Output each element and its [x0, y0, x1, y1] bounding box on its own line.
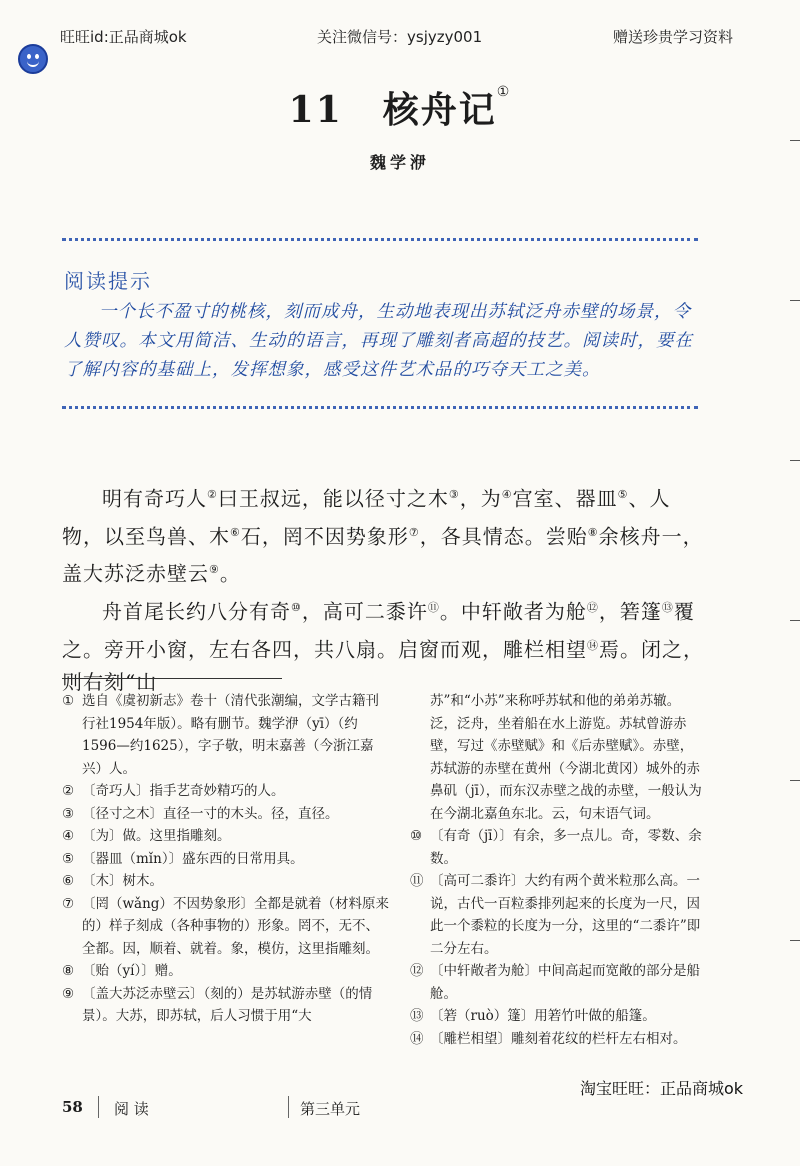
footnote-text: 〔奇巧人〕指手艺奇妙精巧的人。	[82, 783, 285, 799]
footnote-text: 〔器皿（mǐn）〕盛东西的日常用具。	[82, 850, 304, 867]
text-segment: 石，罔不因势象形	[240, 524, 409, 549]
footnote-number: ⑧	[62, 963, 75, 979]
header-right-text: 赠送珍贵学习资料	[613, 28, 734, 46]
footnote-text: 〔贻（yí）〕赠。	[82, 963, 182, 979]
text-segment: ，高可二黍许	[301, 599, 428, 624]
footnote-number: ⑥	[62, 873, 75, 889]
main-text	[62, 478, 704, 699]
text-segment: ，各具情态。尝贻	[419, 524, 588, 549]
text-segment: 覆之。旁开小窗，左右各四，共八扇。启窗而观，雕栏相望	[62, 599, 695, 662]
footnote-number: ⑪	[410, 873, 424, 889]
footnote-text: 〔木〕树木。	[82, 873, 163, 889]
page-edge-mark	[790, 140, 800, 141]
text-segment: 明有奇巧人	[102, 486, 207, 511]
footnote-rule	[62, 678, 282, 679]
footnote-marker: ⑤	[617, 488, 629, 501]
text-segment: ，为	[459, 486, 502, 511]
footer-section: 阅 读	[114, 1100, 149, 1118]
footnote-number: ⑤	[62, 850, 75, 867]
footnote-number: ②	[62, 783, 75, 799]
footnote-marker: ⑨	[209, 563, 220, 577]
footnote-number: ④	[62, 828, 75, 844]
footnote-marker: ⑬	[661, 600, 674, 614]
footnote-text: 选自《虞初新志》卷十（清代张潮编，文学古籍刊行社1954年版）。略有删节。魏学洢（yī）（约1596—约1625），字子敬，明末嘉善（今浙江嘉兴）人。	[82, 693, 379, 777]
footnote-marker: ②	[207, 488, 218, 501]
paragraph-2	[62, 591, 704, 699]
reading-tip-heading: 阅读提示	[64, 269, 152, 293]
lesson-title-text: 核舟记	[382, 89, 497, 131]
footnote	[410, 960, 702, 1005]
footnote-text: 〔罔（wǎng）不因势象形〕全都是就着（材料原来的）样子刻成（各种事物的）形象。罔不，无不、全都。因，顺着、就着。象，模仿，这里指雕刻。	[82, 895, 389, 957]
footer-divider	[98, 1096, 99, 1118]
footnote-number: ⑨	[62, 985, 75, 1002]
text-segment: 余核舟一，盖大苏泛赤壁云	[62, 524, 704, 586]
footnote	[62, 870, 392, 893]
footer-divider	[288, 1096, 289, 1118]
footnote-continuation: 苏”和“小苏”来称呼苏轼和他的弟弟苏辙。泛，泛舟，坐着船在水上游览。苏轼曾游赤壁，写过《赤壁赋》和《后赤壁赋》。赤壁，苏轼游的赤壁在黄州（今湖北黄冈）城外的赤鼻矶（jī），而东汉赤壁之战的赤壁，一般认为在今湖北嘉鱼东北。云，句末语气词。	[430, 693, 702, 822]
footnote	[62, 690, 392, 780]
page-edge-mark	[790, 460, 800, 461]
lesson-title	[0, 82, 800, 133]
footnote	[62, 803, 392, 826]
text-segment: 。中轩敞者为舱	[439, 599, 587, 624]
footnote-marker: ⑦	[408, 525, 420, 539]
footnote-text: 〔为〕做。这里指雕刻。	[82, 828, 231, 844]
footnote	[410, 1028, 702, 1051]
text-segment: 焉。闭之，则右刻“山	[62, 637, 704, 695]
footnote	[62, 893, 392, 961]
lesson-number: 11	[288, 89, 343, 131]
footnote-marker: ④	[501, 488, 513, 501]
smiley-icon	[18, 44, 48, 74]
footnote	[410, 1005, 702, 1028]
paragraph-1	[62, 478, 704, 591]
footnote-number: ③	[62, 805, 75, 822]
footnote-text: 〔高可二黍许〕大约有两个黄米粒那么高。一说，古代一百粒黍排列起来的长度为一尺，因此一个黍粒的长度为一分，这里的“二黍许”即二分左右。	[430, 873, 701, 957]
footnote-marker: ⑫	[586, 600, 599, 614]
footnote-marker: ③	[448, 488, 460, 501]
header-center-text: 关注微信号：ysjyzy001	[317, 28, 483, 46]
footnote-text: 〔箬（ruò）篷〕用箬竹叶做的船篷。	[430, 1008, 656, 1024]
footnote-text: 〔雕栏相望〕雕刻着花纹的栏杆左右相对。	[430, 1030, 687, 1047]
text-segment: 、人物，以至鸟兽、木	[62, 486, 671, 549]
footnote-text: 〔径寸之木〕直径一寸的木头。径，直径。	[82, 805, 339, 822]
footnote-marker: ⑩	[291, 600, 302, 614]
text-segment: 曰王叔远，能以径寸之木	[217, 486, 449, 511]
reading-tip-body: 一个长不盈寸的桃核，刻而成舟，生动地表现出苏轼泛舟赤壁的场景，令人赞叹。本文用简洁、生动的语言，再现了雕刻者高超的技艺。阅读时，要在了解内容的基础上，发挥想象，感受这件艺术品的巧夺天工之美。	[64, 302, 693, 380]
header-left-text: 旺旺id:正品商城ok	[60, 28, 187, 46]
footnote-number: ①	[62, 693, 75, 709]
text-segment: 舟首尾长约八分有奇	[102, 599, 291, 624]
text-segment: 宫室、器皿	[512, 486, 618, 511]
footnote	[62, 983, 392, 1028]
footnotes-left-column	[62, 690, 392, 1028]
footnote	[62, 848, 392, 871]
footnote-marker: ⑭	[587, 638, 599, 652]
footnote-number: ⑬	[410, 1008, 424, 1024]
footnote	[410, 825, 702, 870]
footnote-number: ⑭	[410, 1030, 424, 1047]
text-segment: 。	[219, 561, 241, 586]
footnote-marker: ⑥	[230, 525, 241, 539]
footnote-marker: ⑪	[427, 600, 440, 614]
footnote	[410, 870, 702, 960]
dotted-divider-bottom	[62, 406, 698, 409]
footnotes-right-column	[410, 690, 702, 1050]
footnote-number: ⑩	[410, 828, 423, 844]
footnote-marker: ⑧	[587, 525, 599, 539]
footer-unit: 第三单元	[300, 1100, 361, 1118]
text-segment: ，箬篷	[598, 599, 662, 624]
page-edge-mark	[790, 780, 800, 781]
watermark-footer: 淘宝旺旺：正品商城ok	[580, 1079, 744, 1098]
page-edge-mark	[790, 300, 800, 301]
footnote	[62, 825, 392, 848]
page-edge-mark	[790, 940, 800, 941]
footnote-text: 〔中轩敞者为舱〕中间高起而宽敞的部分是船舱。	[430, 963, 700, 1002]
page-number: 58	[62, 1098, 83, 1116]
footnote	[62, 960, 392, 983]
author: 魏学洢	[369, 153, 430, 172]
footnote-number: ⑫	[410, 963, 424, 979]
page-edge-mark	[790, 620, 800, 621]
footnote-text: 〔有奇（jī）〕有余，多一点儿。奇，零数、余数。	[430, 828, 702, 867]
footnote	[62, 780, 392, 803]
dotted-divider-top	[62, 238, 698, 241]
footnote-text: 〔盖大苏泛赤壁云〕（刻的）是苏轼游赤壁（的情景）。大苏，即苏轼，后人习惯于用“大	[82, 985, 373, 1024]
footnote-number: ⑦	[62, 895, 75, 912]
title-footnote-mark: ①	[496, 84, 512, 100]
watermark-header	[0, 22, 800, 50]
